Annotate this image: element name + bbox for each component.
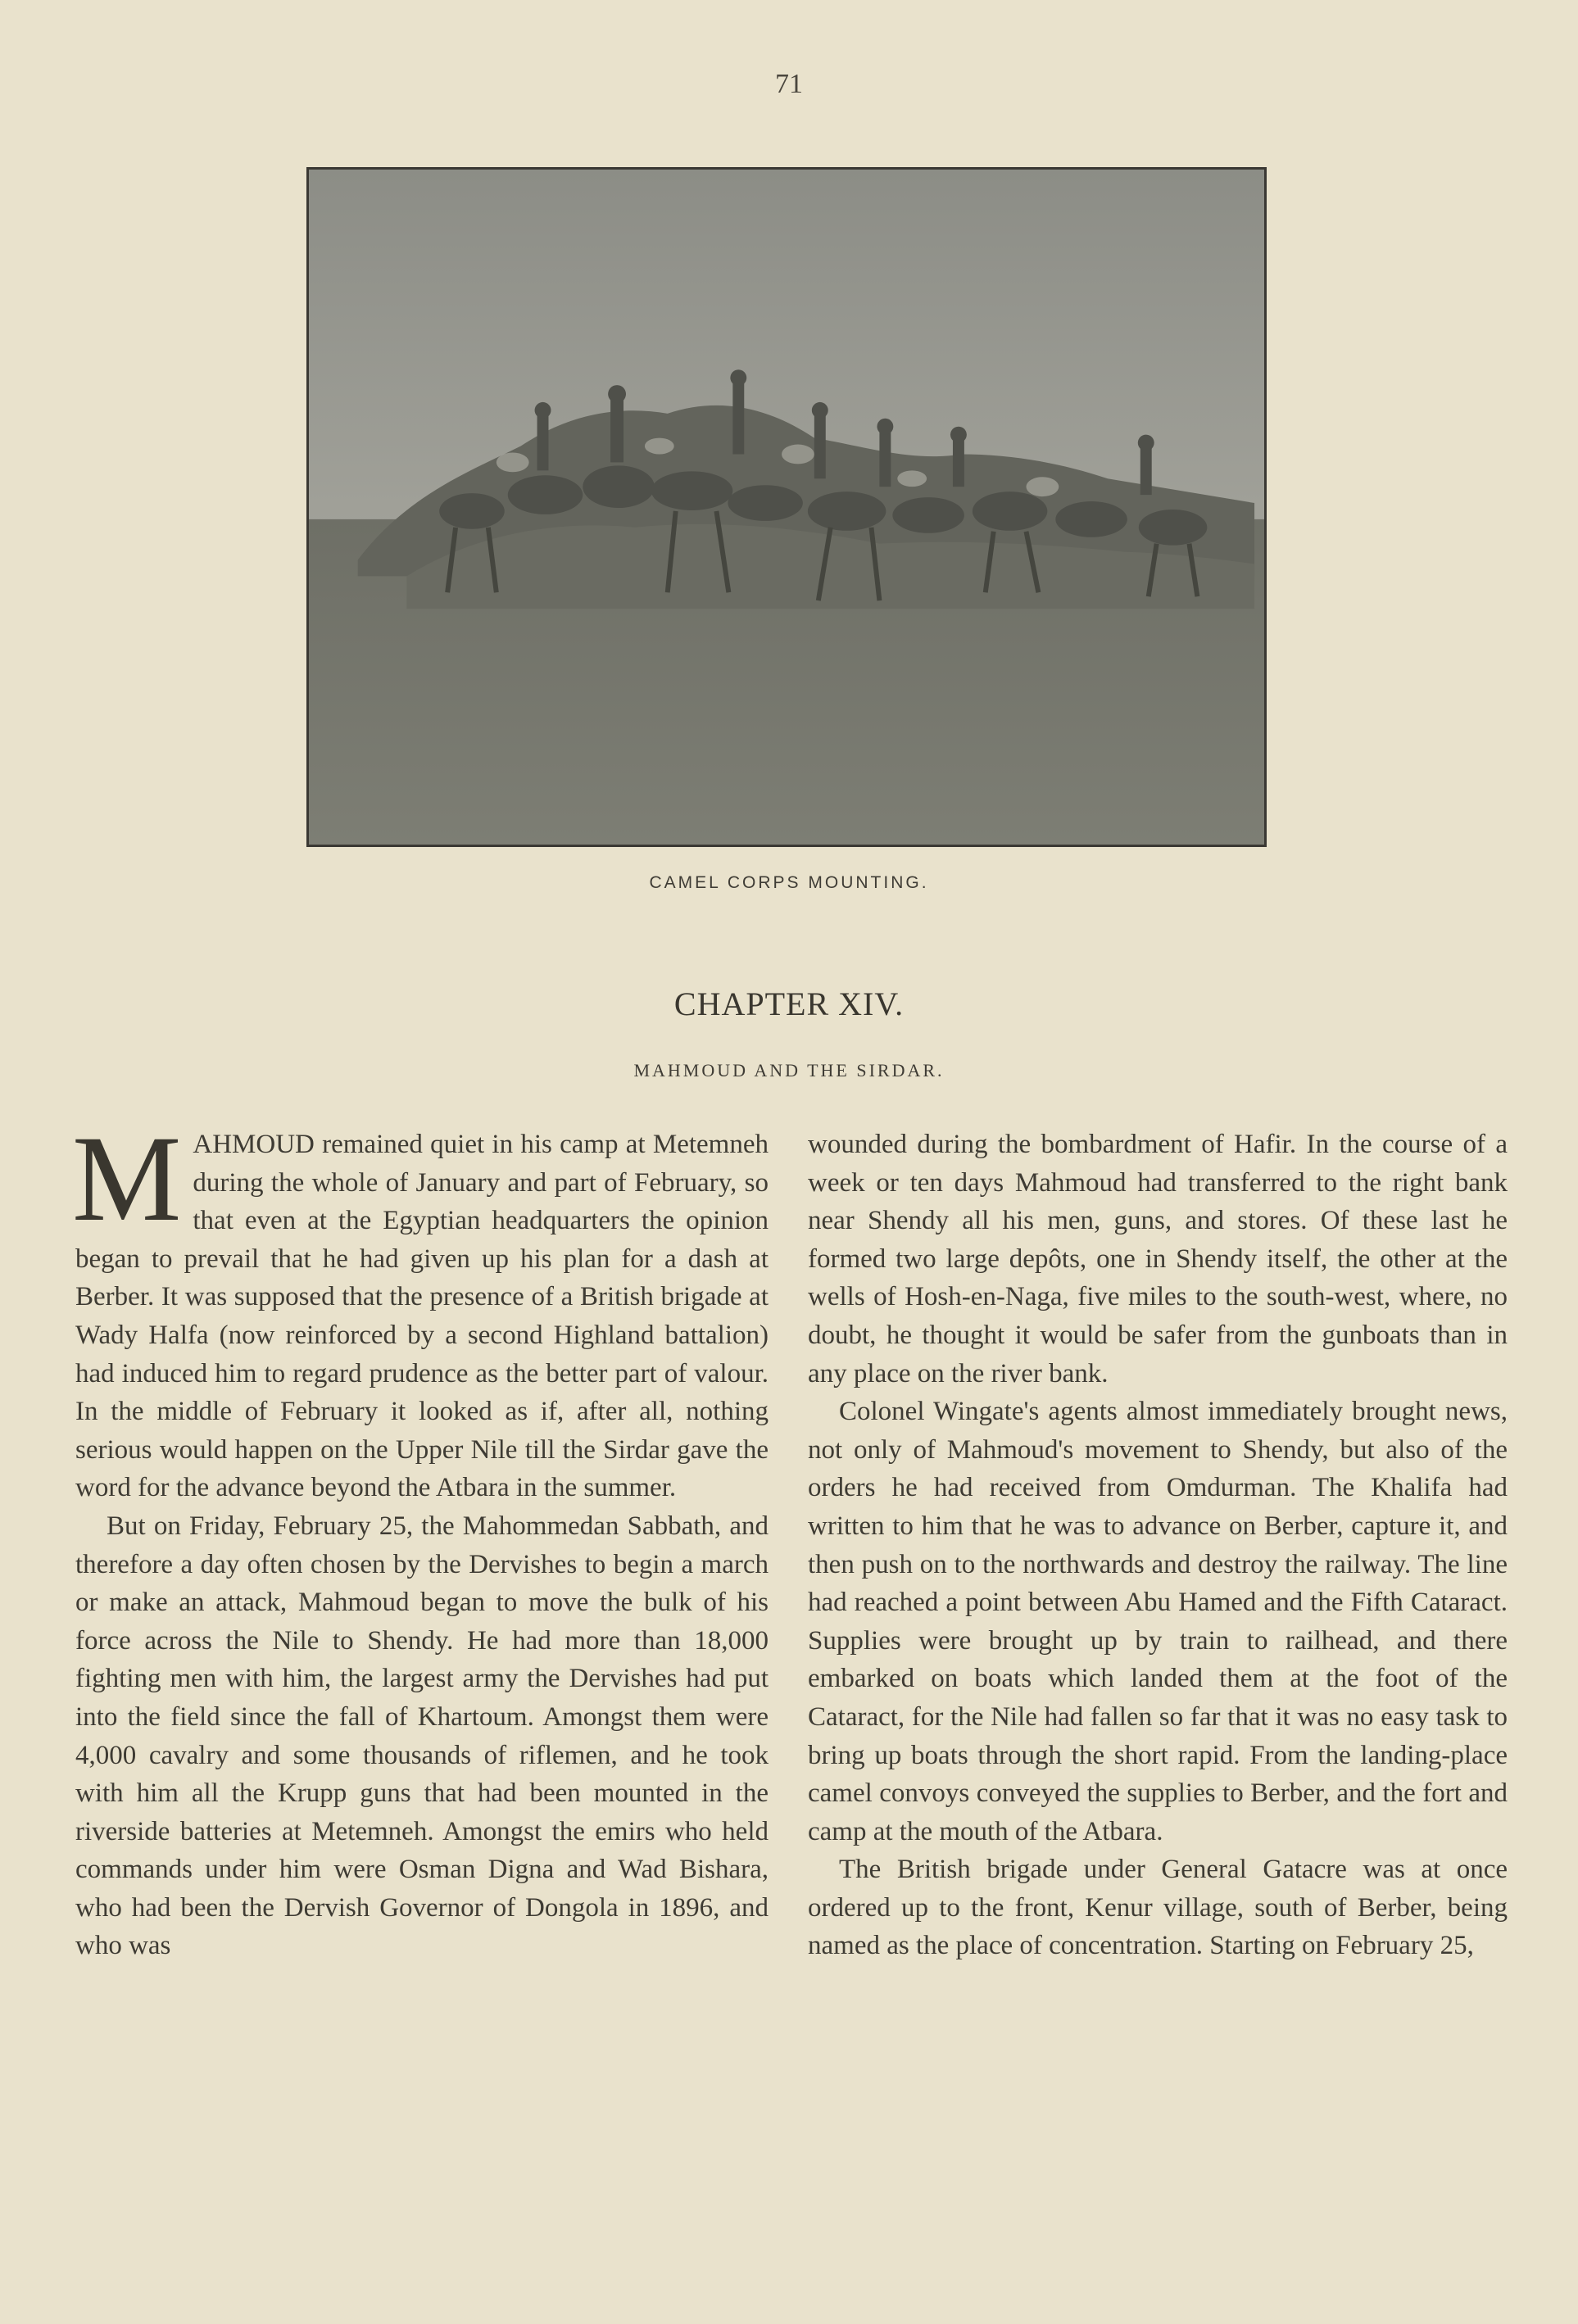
page-number: 71 [775, 69, 803, 99]
paragraph [72, 1111, 769, 1507]
paragraph: Colonel Wingate's agents almost immediately brought news, not only of Mahmoud's movement to Shendy, but also of the orders he had received from Omdurman. The Khalifa had written to him that he was to advance on Berber, capture it, and then push on to the northwards and destroy the railway. The line had reached a point between Abu Hamed and the Fifth Cataract. Supplies were brought up by train to railhead, and there embarked on boats which landed them at the foot of the Cataract, for the Nile had fallen so far that it was no easy task to bring up boats through the short rapid. From the landing-place camel convoys conveyed the supplies to Berber, and the fort and camp at the mouth of the Atbara. [808, 1397, 1508, 1846]
paragraph: wounded during the bombardment of Hafir. In the course of a week or ten days Mahmoud had transferred to the right bank near Shendy all his men, guns, and stores. Of these last he formed two large depôts, one in Shendy itself, the other at the wells of Hosh-en-Naga, five miles to the south-west, where, no doubt, he thought it would be safer from the gunboats than in any place on the river bank. [808, 1130, 1508, 1389]
camel-corps-photograph [306, 167, 1267, 847]
paragraph: The British brigade under General Gatacre was at once ordered up to the front, Kenur village, south of Berber, being named as the place of concentration. Starting on February 25, [808, 1855, 1508, 1961]
right-text-column [808, 1126, 1508, 1965]
figure-caption: CAMEL CORPS MOUNTING. [649, 873, 929, 892]
paragraph-text: AHMOUD remained quiet in his camp at Metemneh during the whole of January and part of February, so that even at the Egyptian headquarters the opinion began to prevail that he had given up his plan for a dash at Berber. It was supposed that the presence of a British brigade at Wady Halfa (now reinforced by a second Highland battalion) had induced him to regard prudence as the better part of valour. In the middle of February it looked as if, after all, nothing serious would happen on the Upper Nile till the Sirdar gave the word for the advance beyond the Atbara in the summer. [75, 1130, 769, 1503]
chapter-title: CHAPTER XIV. [673, 985, 905, 1022]
chapter-subtitle: MAHMOUD AND THE SIRDAR. [633, 1060, 945, 1080]
drop-cap: M [72, 1111, 182, 1247]
left-text-column [72, 1111, 769, 1965]
paragraph: But on Friday, February 25, the Mahommedan Sabbath, and therefore a day often chosen by the Dervishes to begin a march or make an attack, Mahmoud began to move the bulk of his force across the Nile to Shendy. He had more than 18,000 fighting men with him, the largest army the Dervishes had put into the field since the fall of Khartoum. Amongst them were 4,000 cavalry and some thousands of riflemen, and he took with him all the Krupp guns that had been mounted in the riverside batteries at Metemneh. Amongst the emirs who held commands under him were Osman Digna and Wad Bishara, who had been the Dervish Governor of Dongola in 1896, and who was [75, 1511, 769, 1961]
